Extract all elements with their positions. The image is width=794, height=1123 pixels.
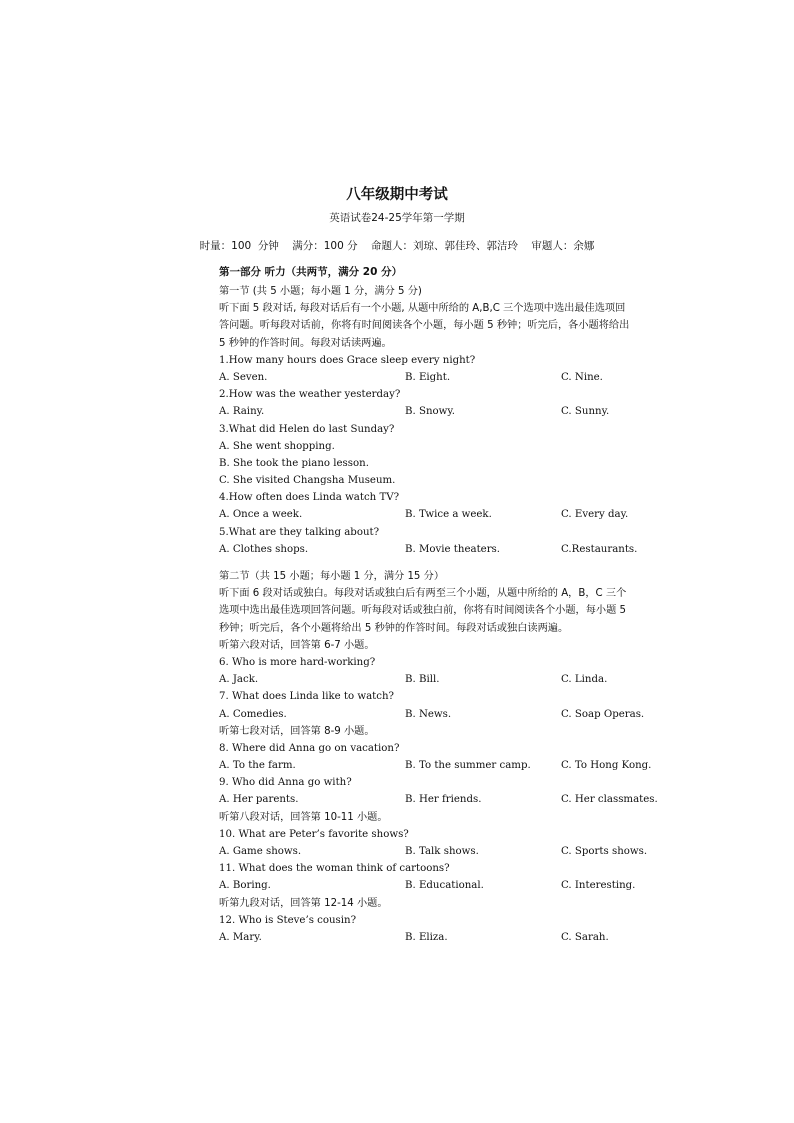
option-c: C. Soap Operas.	[561, 708, 645, 720]
option-b: B. News.	[405, 708, 452, 720]
section2-instruction-line: 选项中选出最佳选项回答问题。听每段对话或独白前，你将有时间阅读各个小题，每小题 5	[219, 605, 627, 617]
question-9: 9. Who did Anna go with?	[219, 777, 352, 789]
option-c: C. Every day.	[561, 509, 629, 521]
question-7-options	[219, 706, 681, 723]
section1	[219, 283, 681, 558]
section1-heading: 第一节 (共 5 小题；每小题 1 分，满分 5 分)	[219, 286, 422, 297]
question-10: 10. What are Peter’s favorite shows?	[219, 828, 409, 840]
question-9-options	[219, 791, 681, 808]
option-c: C. Sports shows.	[561, 846, 648, 857]
exam-subtitle: 英语试卷24-25学年第一学期	[329, 212, 465, 224]
question-11: 11. What does the woman think of cartoons?	[219, 863, 450, 875]
option-c: C. Sunny.	[561, 406, 610, 418]
question-10-options	[219, 843, 681, 860]
option-c: C. Interesting.	[561, 880, 636, 892]
section2-instruction-line: 听下面 6 段对话或独白。每段对话或独白后有两至三个小题，从题中所给的 A，B，C 三个	[219, 588, 627, 600]
question-11-options	[219, 877, 681, 894]
option-b: B. Eight.	[405, 371, 451, 383]
option-a: A. She went shopping.	[219, 440, 335, 452]
option-c: C. Sarah.	[561, 931, 609, 943]
section2-instruction-line: 秒钟；听完后，各个小题将给出 5 秒钟的作答时间。每段对话或独白读两遍。	[219, 622, 569, 634]
option-a: A. Boring.	[219, 880, 271, 892]
dialogue-9-prompt: 听第九段对话，回答第 12-14 小题。	[219, 897, 388, 909]
part1-heading: 第一部分 听力（共两节，满分 20 分）	[219, 266, 403, 278]
section2-heading: 第二节（共 15 小题；每小题 1 分，满分 15 分）	[219, 571, 445, 582]
question-5: 5.What are they talking about?	[219, 526, 380, 538]
question-1-options	[219, 369, 681, 386]
question-4: 4.How often does Linda watch TV?	[219, 492, 400, 504]
question-12: 12. Who is Steve’s cousin?	[219, 914, 357, 926]
question-8: 8. Where did Anna go on vacation?	[219, 742, 400, 754]
option-a: A. Game shows.	[219, 846, 302, 857]
option-b: B. Movie theaters.	[405, 543, 501, 555]
option-a: A. Seven.	[219, 371, 268, 383]
question-8-options	[219, 757, 681, 774]
option-b: B. Bill.	[405, 674, 440, 686]
option-a: A. Clothes shops.	[219, 543, 309, 555]
question-5-options	[219, 541, 681, 558]
option-a: A. To the farm.	[219, 760, 296, 772]
option-c: C. To Hong Kong.	[561, 760, 652, 772]
option-a: A. Once a week.	[219, 509, 303, 521]
section1-instruction-line: 答问题。听每段对话前，你将有时间阅读各个小题，每小题 5 秒钟；听完后，各小题将给出	[219, 320, 630, 332]
option-b: B. She took the piano lesson.	[219, 457, 369, 469]
section1-instruction-line: 5 秒钟的作答时间。每段对话读两遍。	[219, 337, 392, 349]
question-7: 7. What does Linda like to watch?	[219, 691, 395, 703]
question-12-options	[219, 929, 681, 946]
question-4-options	[219, 506, 681, 523]
option-b: B. Talk shows.	[405, 846, 479, 857]
question-3: 3.What did Helen do last Sunday?	[219, 423, 395, 435]
option-c: C. Linda.	[561, 674, 608, 686]
option-b: B. Snowy.	[405, 406, 455, 418]
option-b: B. Educational.	[405, 880, 484, 892]
question-2-options	[219, 403, 681, 420]
dialogue-7-prompt: 听第七段对话，回答第 8-9 小题。	[219, 725, 375, 737]
option-c: C. Her classmates.	[561, 794, 658, 806]
question-6-options	[219, 671, 681, 688]
question-1: 1.How many hours does Grace sleep every night?	[219, 354, 476, 366]
exam-title: 八年级期中考试	[346, 187, 448, 203]
option-b: B. Twice a week.	[405, 509, 492, 521]
option-a: A. Mary.	[219, 931, 262, 943]
dialogue-6-prompt: 听第六段对话，回答第 6-7 小题。	[219, 639, 375, 651]
section2	[219, 568, 681, 946]
question-2: 2.How was the weather yesterday?	[219, 389, 401, 401]
exam-meta-info: 时量：100 分钟 满分：100 分 命题人：刘琼、郭佳玲、郭洁玲 审题人：余娜	[199, 240, 595, 252]
option-a: A. Jack.	[219, 674, 259, 686]
option-a: A. Her parents.	[219, 794, 299, 806]
option-c: C. Nine.	[561, 371, 603, 383]
dialogue-8-prompt: 听第八段对话，回答第 10-11 小题。	[219, 811, 388, 823]
option-b: B. Eliza.	[405, 931, 448, 943]
option-c: C. She visited Changsha Museum.	[219, 475, 396, 487]
option-c: C.Restaurants.	[561, 543, 638, 555]
question-6: 6. Who is more hard-working?	[219, 656, 376, 668]
option-b: B. Her friends.	[405, 794, 482, 806]
section1-instruction-line: 听下面 5 段对话, 每段对话后有一个小题, 从题中所给的 A,B,C 三个选项中选出最佳选项回	[219, 303, 626, 315]
option-a: A. Rainy.	[219, 406, 265, 418]
option-b: B. To the summer camp.	[405, 760, 531, 772]
option-a: A. Comedies.	[219, 708, 287, 720]
